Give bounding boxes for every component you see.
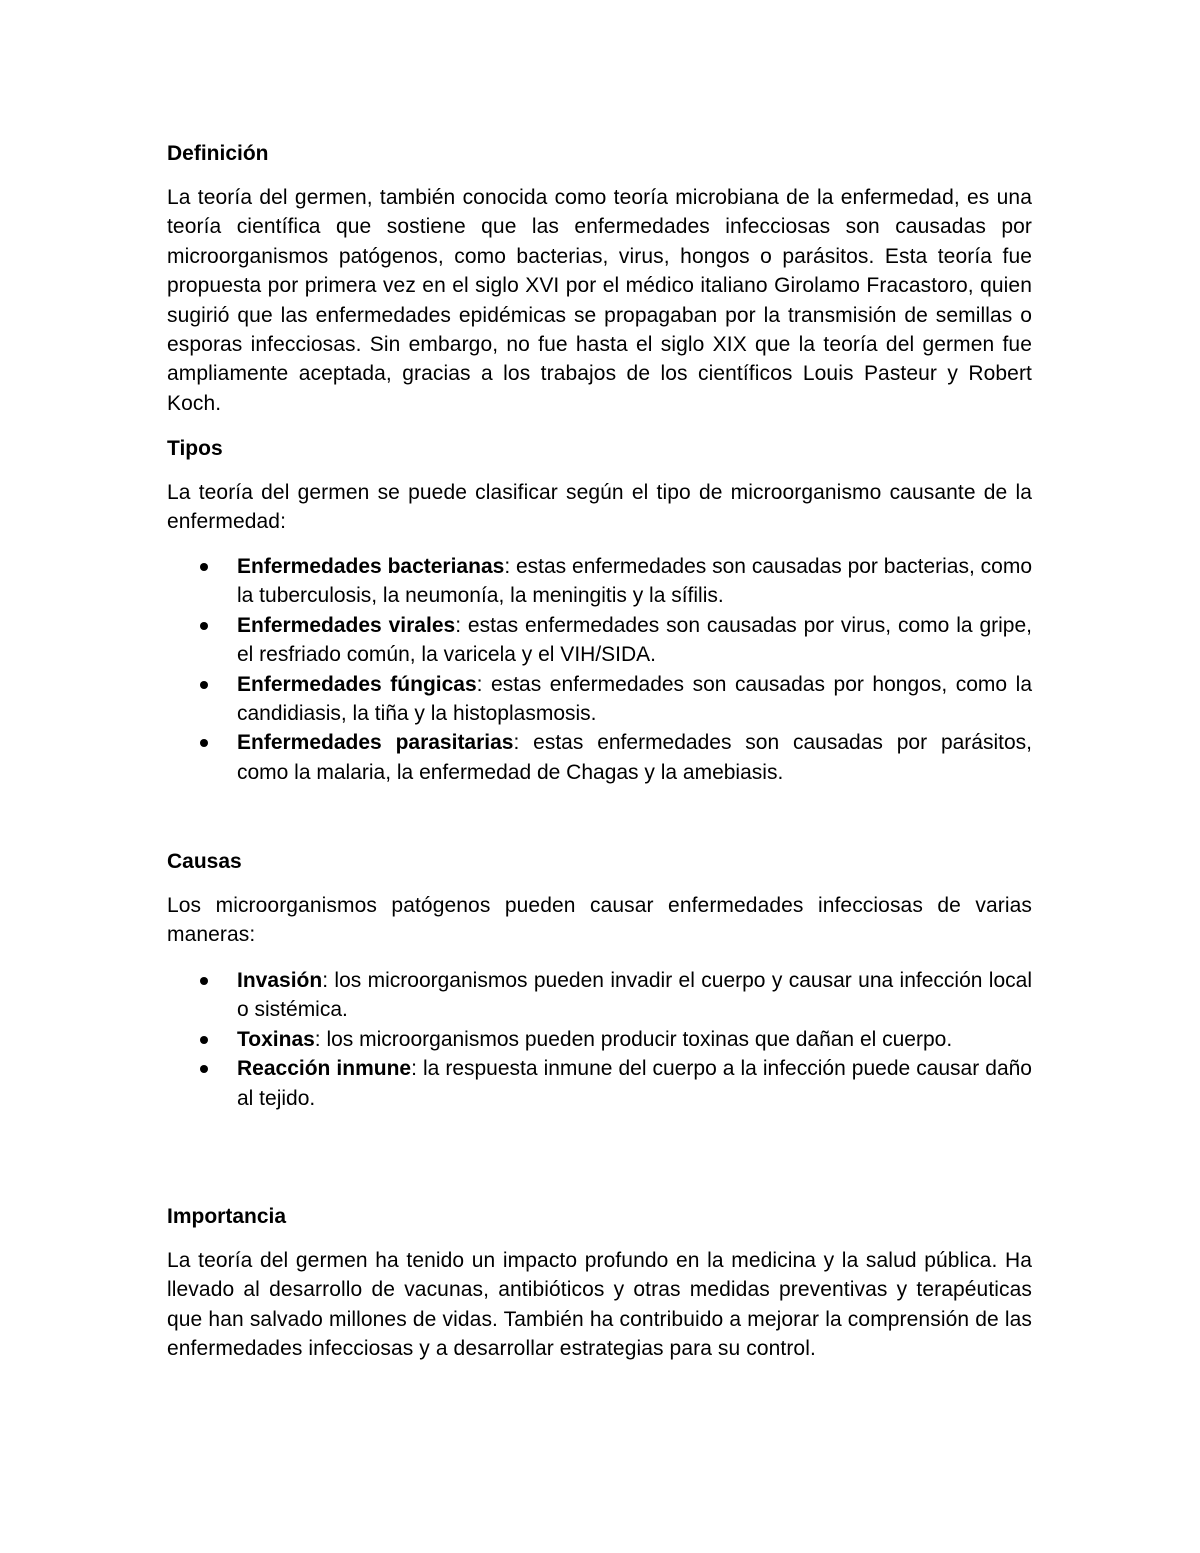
list-item-text: : estas enfermedades son causadas por parásitos, como la malaria, la enfermedad de Chagas y la amebiasis. xyxy=(237,731,1032,784)
paragraph-definicion: La teoría del germen, también conocida como teoría microbiana de la enfermedad, es una teoría científica que sostiene que las enfermedades infecciosas son causadas por microorganismos patógenos, como bacterias, virus, hongos o parásitos. Esta teoría fue propuesta por primera vez en el siglo XVI por el médico italiano Girolamo Fracastoro, quien sugirió que las enfermedades epidémicas se propagaban por la transmisión de semillas o esporas infecciosas. Sin embargo, no fue hasta el siglo XIX que la teoría del germen fue ampliamente aceptada, gracias a los trabajos de los científicos Louis Pasteur y Robert Koch. xyxy=(167,186,1032,415)
list-item-text: : estas enfermedades son causadas por hongos, como la candidiasis, la tiña y la histoplasmosis. xyxy=(237,672,1032,726)
bullet-icon xyxy=(200,1036,208,1044)
list-item-term: Enfermedades fúngicas xyxy=(237,672,477,696)
list-item-term: Enfermedades parasitarias xyxy=(237,731,514,755)
list-item xyxy=(237,728,1032,787)
list-item-term: Enfermedades virales xyxy=(237,613,456,637)
bullet-icon xyxy=(200,977,208,985)
list-item xyxy=(237,1054,1032,1113)
heading-definicion: Definición xyxy=(167,142,269,165)
list-item-text: : la respuesta inmune del cuerpo a la infección puede causar daño al tejido. xyxy=(237,1057,1032,1110)
list-item-term: Toxinas xyxy=(237,1027,315,1051)
list-item xyxy=(237,670,1032,729)
list-item-term: Reacción inmune xyxy=(237,1057,412,1081)
list-item-text: : estas enfermedades son causadas por bacterias, como la tuberculosis, la neumonía, la meningitis y la sífilis. xyxy=(237,555,1033,608)
heading-importancia: Importancia xyxy=(167,1205,287,1228)
list-item xyxy=(237,611,1032,670)
list-item xyxy=(237,966,1032,1025)
list-item-term: Invasión xyxy=(237,969,323,992)
list-item-term: Enfermedades bacterianas xyxy=(237,555,505,578)
bullet-icon xyxy=(200,739,208,747)
list-item xyxy=(237,552,1032,611)
list-causas xyxy=(237,966,1032,1113)
bullet-icon xyxy=(200,681,208,689)
paragraph-tipos-intro: La teoría del germen se puede clasificar según el tipo de microorganismo causante de la enfermedad: xyxy=(167,481,1032,534)
paragraph-importancia: La teoría del germen ha tenido un impacto profundo en la medicina y la salud pública. Ha llevado al desarrollo de vacunas, antibióticos y otras medidas preventivas y terapéuticas que han salvado millones de vidas. También ha contribuido a mejorar la comprensión de las enfermedades infecciosas y a desarrollar estrategias para su control. xyxy=(167,1249,1032,1361)
list-item-text: : los microorganismos pueden producir toxinas que dañan el cuerpo. xyxy=(314,1027,953,1051)
list-item xyxy=(237,1025,1032,1054)
heading-causas: Causas xyxy=(167,850,242,873)
list-item-text: : los microorganismos pueden invadir el cuerpo y causar una infección local o sistémica. xyxy=(237,969,1032,1022)
paragraph-causas-intro: Los microorganismos patógenos pueden causar enfermedades infecciosas de varias maneras: xyxy=(167,894,1032,947)
bullet-icon xyxy=(200,622,208,630)
list-item-text: : estas enfermedades son causadas por virus, como la gripe, el resfriado común, la varicela y el VIH/SIDA. xyxy=(237,613,1032,667)
bullet-icon xyxy=(200,1065,208,1073)
bullet-icon xyxy=(200,563,208,571)
heading-tipos: Tipos xyxy=(167,437,223,460)
list-tipos xyxy=(237,552,1032,787)
